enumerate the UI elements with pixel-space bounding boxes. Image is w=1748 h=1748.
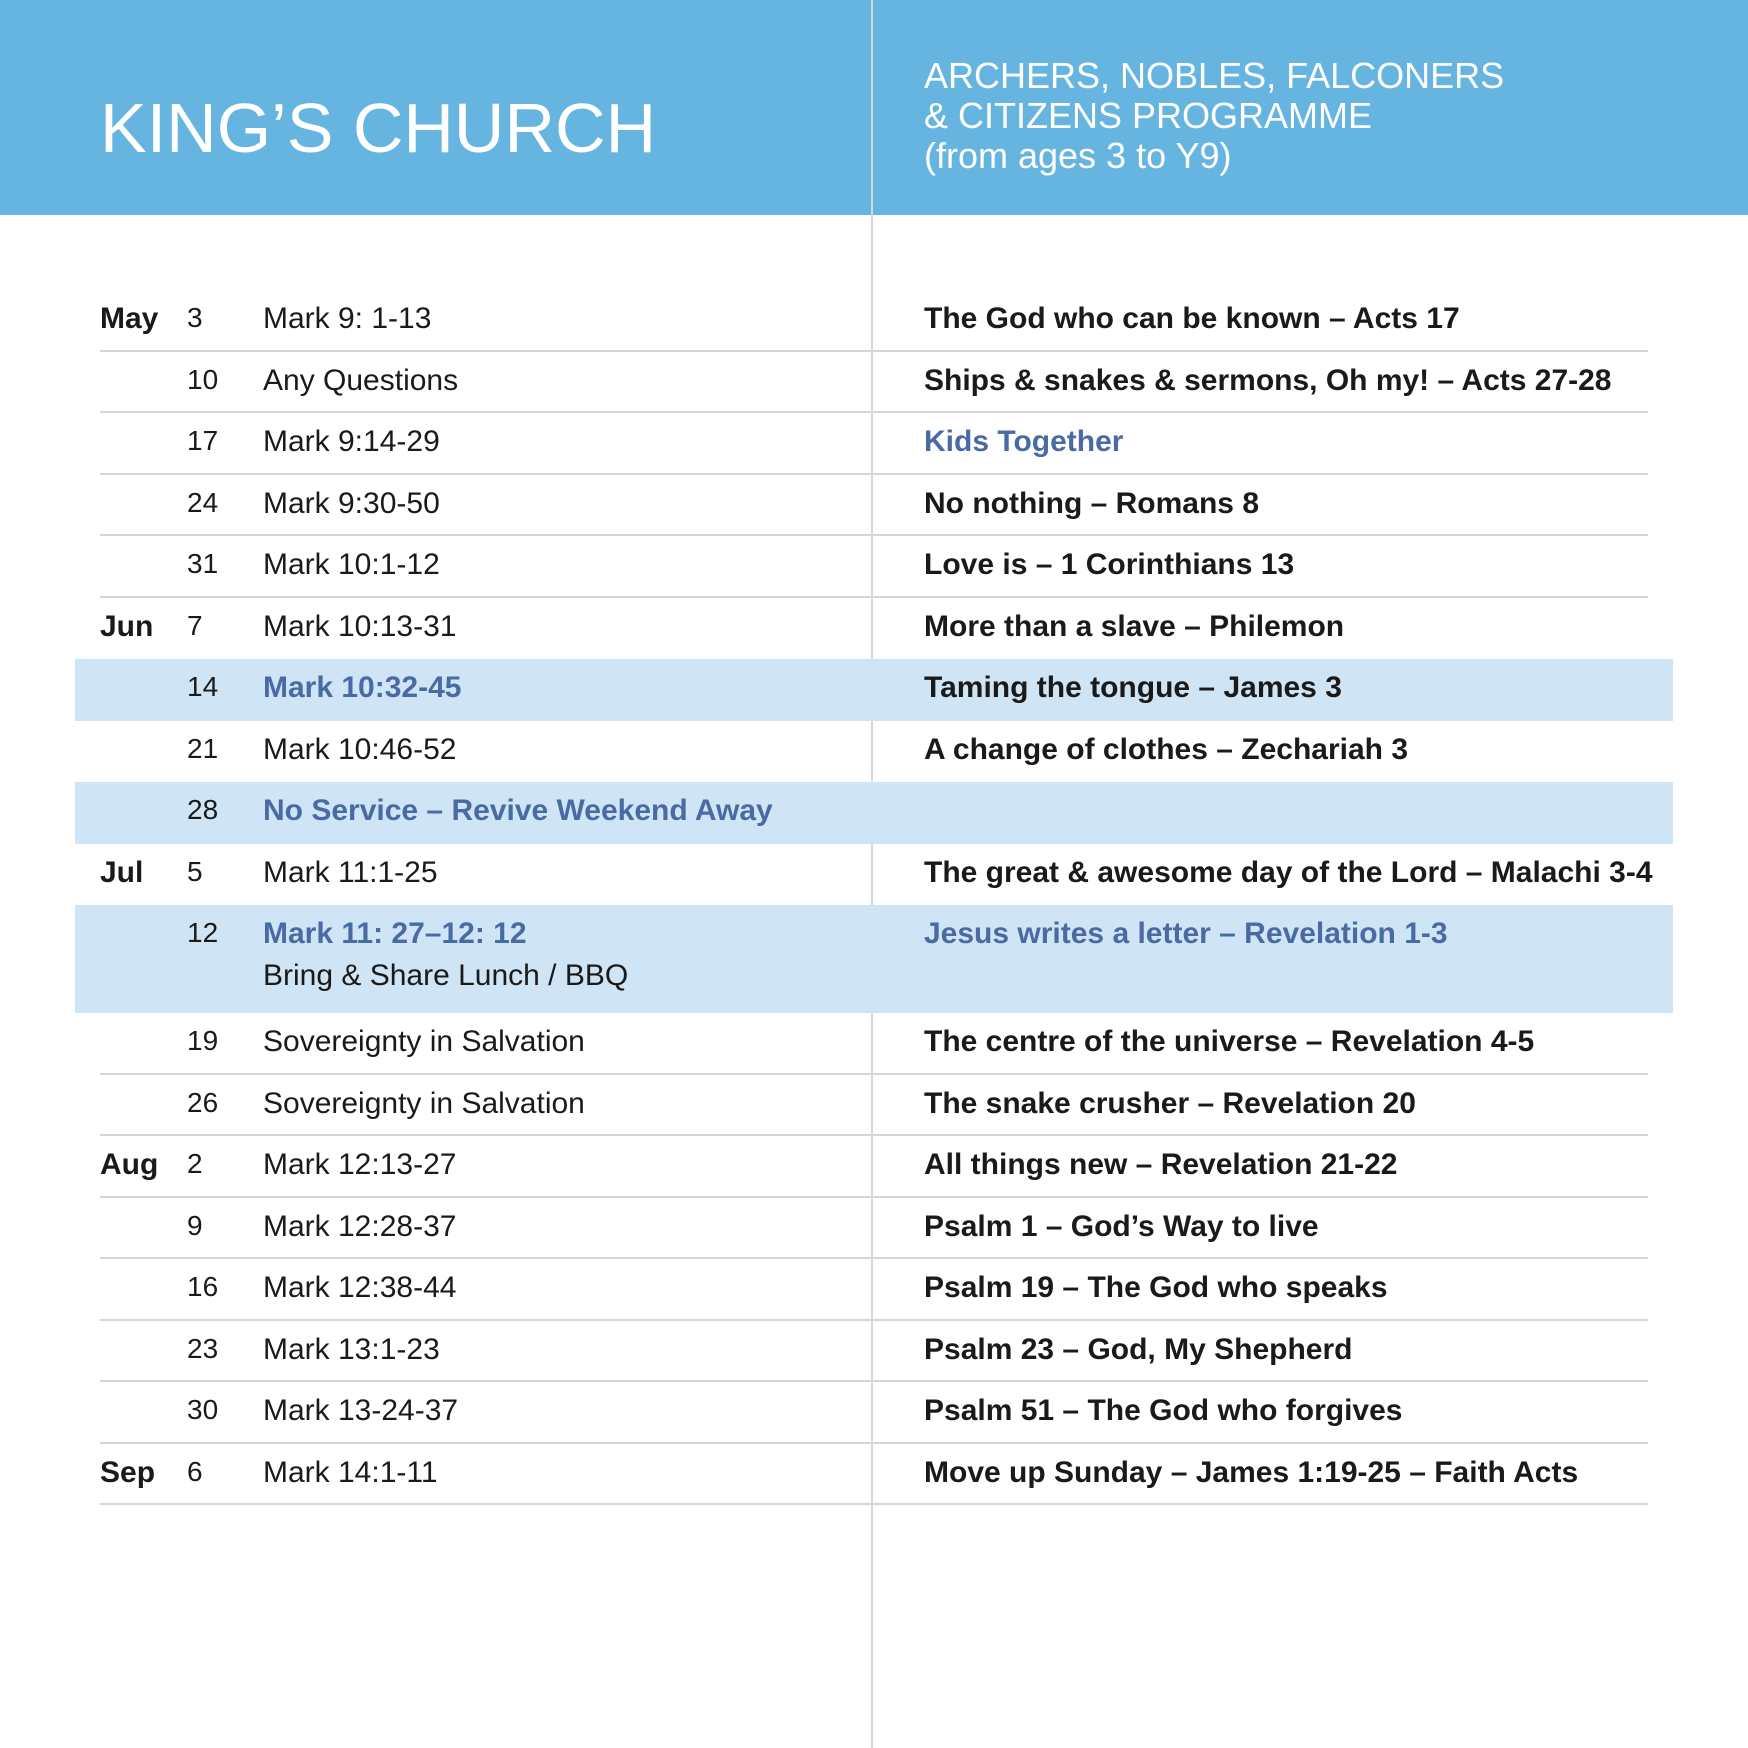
- day-label: 6: [187, 1455, 203, 1487]
- sermon-title: No Service – Revive Weekend Away: [263, 794, 773, 827]
- sermon-title: Mark 12:28-37: [263, 1209, 457, 1243]
- kids-title: Jesus writes a letter – Revelation 1-3: [924, 917, 1448, 950]
- kids-title: Taming the tongue – James 3: [924, 671, 1342, 704]
- day-label: 19: [187, 1025, 219, 1056]
- kids-title: No nothing – Romans 8: [924, 486, 1260, 520]
- table-row: [0, 844, 1748, 906]
- sermon-title: Mark 10:13-31: [263, 609, 457, 643]
- table-row-highlighted: [0, 659, 1748, 721]
- sermon-title-main: Mark 11: 27–12: 12: [263, 917, 527, 950]
- day-label: 26: [187, 1086, 219, 1118]
- table-row: [0, 1075, 1748, 1137]
- kids-title: More than a slave – Philemon: [924, 609, 1345, 643]
- kids-title: Psalm 23 – God, My Shepherd: [924, 1332, 1353, 1366]
- day-label: 31: [187, 548, 219, 579]
- table-row: [0, 536, 1748, 598]
- kids-title: The great & awesome day of the Lord – Malachi 3-4: [924, 855, 1653, 889]
- day-label: 24: [187, 486, 219, 518]
- sermon-title: Mark 9:30-50: [263, 486, 440, 520]
- kids-title: A change of clothes – Zechariah 3: [924, 732, 1409, 766]
- sermon-title: Mark 10:46-52: [263, 732, 457, 766]
- sermon-title: Sovereignty in Salvation: [263, 1025, 585, 1058]
- sermon-title: Mark 10:1-12: [263, 548, 440, 581]
- day-label: 14: [187, 671, 219, 702]
- sermon-title: Mark 10:32-45: [263, 671, 462, 704]
- sermon-title: Mark 13:1-23: [263, 1332, 440, 1366]
- table-row: [0, 1259, 1748, 1321]
- day-label: 10: [187, 363, 219, 395]
- day-label: 23: [187, 1332, 219, 1364]
- day-label: 30: [187, 1394, 219, 1425]
- sermon-title: [263, 917, 628, 993]
- sermon-title: Mark 11:1-25: [263, 855, 438, 889]
- schedule-table: [0, 290, 1748, 1505]
- sermon-title: Mark 9:14-29: [263, 425, 440, 458]
- day-label: 7: [187, 609, 203, 641]
- month-label: Sep: [100, 1455, 156, 1489]
- sermon-title: Mark 12:13-27: [263, 1148, 457, 1181]
- month-label: Aug: [100, 1148, 159, 1181]
- programme-title: [924, 56, 1504, 176]
- table-row-highlighted: [0, 905, 1748, 1013]
- programme-title-line-1: ARCHERS, NOBLES, FALCONERS: [924, 55, 1505, 96]
- sermon-title: Mark 14:1-11: [263, 1455, 438, 1489]
- day-label: 21: [187, 732, 219, 764]
- kids-title: The centre of the universe – Revelation 4-5: [924, 1025, 1535, 1058]
- day-label: 5: [187, 855, 203, 887]
- day-label: 3: [187, 302, 203, 333]
- day-label: 9: [187, 1209, 203, 1241]
- table-row: [0, 1382, 1748, 1444]
- day-label: 16: [187, 1271, 219, 1302]
- header-banner: [0, 0, 1748, 215]
- table-row: [0, 1013, 1748, 1075]
- table-row: [0, 1444, 1748, 1506]
- table-row: [0, 1198, 1748, 1260]
- kids-title: Psalm 19 – The God who speaks: [924, 1271, 1388, 1304]
- kids-title: Psalm 1 – God’s Way to live: [924, 1209, 1319, 1243]
- sermon-title: Mark 13-24-37: [263, 1394, 459, 1427]
- sermon-title: Sovereignty in Salvation: [263, 1086, 585, 1120]
- programme-title-line-3: (from ages 3 to Y9): [924, 135, 1232, 176]
- month-label: May: [100, 302, 159, 335]
- sermon-title: Mark 9: 1-13: [263, 302, 432, 335]
- month-label: Jul: [100, 855, 144, 889]
- table-row: [0, 1321, 1748, 1383]
- sermon-subtitle: Bring & Share Lunch / BBQ: [263, 959, 629, 992]
- table-row: [0, 721, 1748, 783]
- table-row: [0, 352, 1748, 414]
- sermon-title: Mark 12:38-44: [263, 1271, 457, 1304]
- month-label: Jun: [100, 609, 154, 643]
- sermon-title: Any Questions: [263, 363, 459, 397]
- table-row-highlighted: [0, 782, 1748, 844]
- table-row: [0, 475, 1748, 537]
- kids-title: Kids Together: [924, 425, 1124, 458]
- church-title: KING’S CHURCH: [100, 89, 657, 167]
- day-label: 12: [187, 917, 219, 948]
- kids-title: All things new – Revelation 21-22: [924, 1148, 1398, 1181]
- day-label: 17: [187, 425, 219, 456]
- kids-title: Move up Sunday – James 1:19-25 – Faith Acts: [924, 1455, 1579, 1489]
- table-row: [0, 290, 1748, 352]
- day-label: 28: [187, 794, 219, 825]
- programme-title-line-2: & CITIZENS PROGRAMME: [924, 95, 1373, 136]
- table-row: [0, 413, 1748, 475]
- kids-title: Psalm 51 – The God who forgives: [924, 1394, 1403, 1427]
- kids-title: Love is – 1 Corinthians 13: [924, 548, 1295, 581]
- table-row: [0, 598, 1748, 660]
- kids-title: Ships & snakes & sermons, Oh my! – Acts 27-28: [924, 363, 1612, 397]
- kids-title: The God who can be known – Acts 17: [924, 302, 1460, 335]
- kids-title: The snake crusher – Revelation 20: [924, 1086, 1416, 1120]
- day-label: 2: [187, 1148, 203, 1179]
- table-row: [0, 1136, 1748, 1198]
